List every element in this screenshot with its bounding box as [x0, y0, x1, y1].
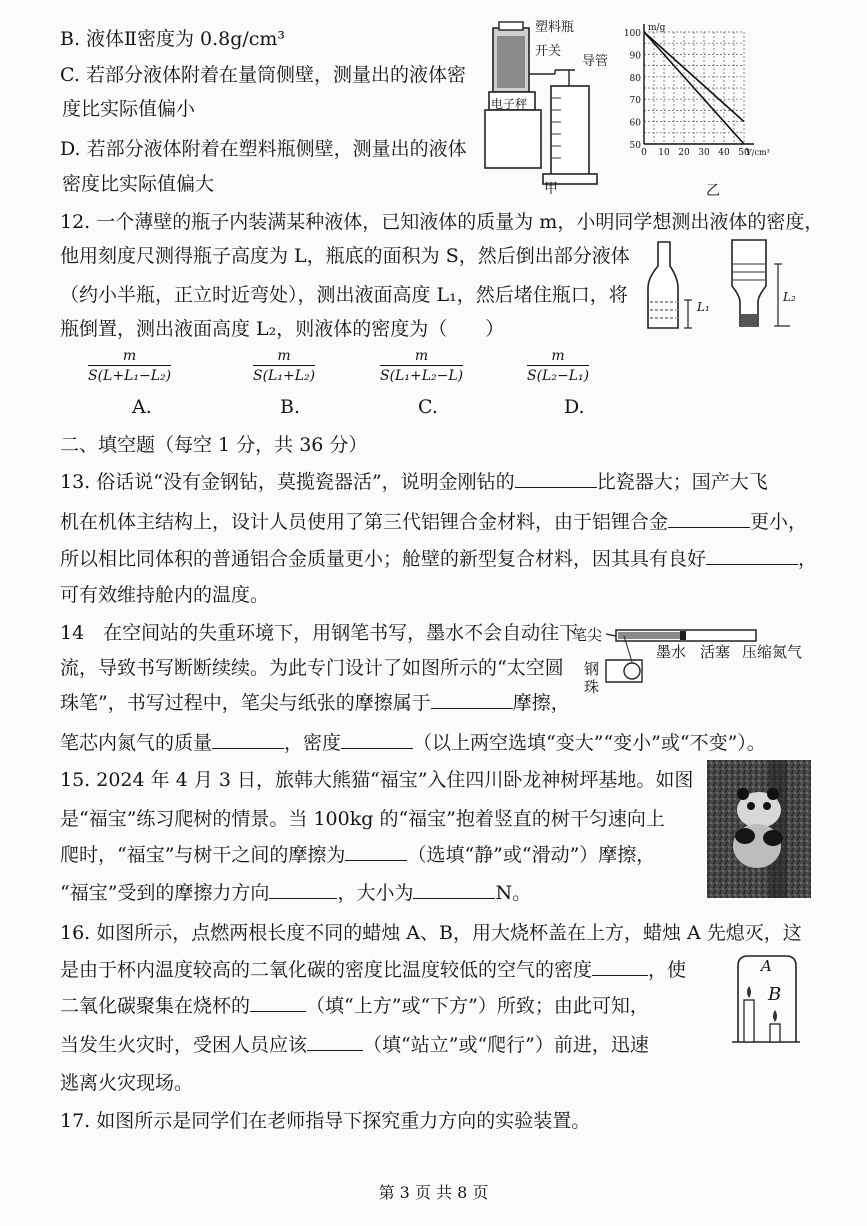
q14-blank-3[interactable]	[341, 730, 413, 749]
q11-option-d-line1: D. 若部分液体附着在塑料瓶侧壁，测量出的液体	[60, 138, 467, 160]
q16-line4	[60, 1032, 649, 1058]
bottle-figure	[640, 236, 820, 332]
q12-option-b-label: B.	[280, 396, 301, 418]
q11-option-c-line1: C. 若部分液体附着在量筒侧壁，测量出的液体密	[60, 64, 466, 86]
pen-label-steel: 钢	[584, 660, 600, 678]
page-number: 第 3 页 共 8 页	[378, 1183, 489, 1202]
x-tick-label: 0	[641, 148, 647, 158]
candle-label-b: B	[768, 984, 782, 1005]
y-tick-label: 50	[629, 141, 641, 151]
q15-line4	[60, 880, 531, 906]
fraction-denominator: S(L+L₁−L₂)	[88, 368, 172, 384]
x-tick-label: 50	[738, 148, 750, 158]
q16-text-6: 当发生火灾时，受困人员应该	[60, 1034, 308, 1056]
q13-line4: 可有效维持舱内的温度。	[60, 584, 270, 606]
q13-blank-2[interactable]	[668, 509, 750, 528]
candle-label-a: A	[761, 957, 772, 975]
q13-text-3: 机在机体主结构上，设计人员使用了第三代铝锂合金材料，由于铝锂合金	[60, 511, 669, 533]
y-tick-label: 90	[629, 51, 641, 62]
q12-line1: 12. 一个薄壁的瓶子内装满某种液体，已知液体的质量为 m，小明同学想测出液体的密度，	[60, 211, 824, 233]
q16-line5: 逃离火灾现场。	[60, 1072, 194, 1094]
q16-text-3: ，使	[648, 959, 687, 981]
q11-option-d-line2: 密度比实际值偏大	[62, 173, 215, 195]
fraction-numerator: m	[380, 348, 463, 366]
label-plastic-bottle: 塑料瓶	[535, 20, 575, 35]
q12-option-c-label: C.	[418, 396, 438, 418]
q12-line2: 他用刻度尺测得瓶子高度为 L，瓶底的面积为 S，然后倒出部分液体	[60, 245, 630, 267]
pen-label-ball: 珠	[584, 678, 600, 696]
q14-line3	[60, 690, 570, 716]
fraction-denominator: S(L₁+L₂−L)	[380, 368, 464, 384]
q15-blank-1[interactable]	[345, 842, 407, 861]
q14-line1: 14 在空间站的失重环境下，用钢笔书写，墨水不会自动往下	[60, 622, 579, 644]
y-tick-label: 100	[623, 29, 641, 39]
y-tick-label: 80	[629, 73, 641, 84]
q16-text-4: 二氧化碳聚集在烧杯的	[60, 995, 251, 1017]
q12-option-a-fraction	[88, 348, 171, 384]
q11-option-c-line2: 度比实际值偏小	[62, 98, 196, 120]
q15-text-7: N。	[495, 882, 532, 904]
fraction-numerator: m	[88, 348, 171, 366]
q15-line2: 是“福宝”练习爬树的情景。当 100kg 的“福宝”抱着竖直的树干匀速向上	[60, 808, 665, 830]
q13-line2	[60, 509, 807, 535]
fraction-denominator: S(L₂−L₁)	[527, 368, 590, 384]
caption-fig-right: 乙	[706, 183, 720, 199]
q16-line3	[60, 993, 649, 1019]
q14-text-6: ，密度	[284, 732, 342, 754]
section-2-title: 二、填空题（每空 1 分，共 36 分）	[60, 434, 368, 456]
q14-text-4: 摩擦，	[512, 692, 570, 714]
q13-line3	[60, 546, 817, 572]
pen-label-tip: 笔尖	[572, 626, 603, 644]
q16-blank-1[interactable]	[592, 957, 648, 976]
label-switch: 开关	[535, 44, 562, 59]
q12-option-c-fraction	[380, 348, 463, 384]
caption-fig-left: 甲	[544, 181, 558, 197]
q13-text-6: ，	[798, 548, 818, 570]
q15-line1: 15. 2024 年 4 月 3 日，旅韩大熊猫“福宝”入住四川卧龙神树坪基地。如图	[60, 769, 694, 791]
label-tube: 导管	[582, 54, 609, 69]
q12-option-d-label: D.	[564, 396, 585, 418]
q12-line3: （约小半瓶，正立时近弯处），测出液面高度 L₁，然后堵住瓶口，将	[60, 284, 628, 306]
q12-option-a-label: A.	[132, 396, 152, 418]
x-tick-label: 20	[678, 148, 690, 158]
q12-option-b-fraction	[253, 348, 315, 384]
q16-text-5: （填“上方”或“下方”）所致；由此可知，	[306, 995, 649, 1017]
q13-blank-1[interactable]	[515, 469, 597, 488]
fraction-denominator: S(L₁+L₂)	[253, 368, 316, 384]
q14-text-3: 珠笔”，书写过程中，笔尖与纸张的摩擦属于	[60, 692, 431, 714]
q16-line2	[60, 957, 686, 983]
x-tick-label: 40	[718, 148, 730, 158]
y-tick-label: 60	[629, 118, 641, 129]
q15-line3	[60, 842, 655, 868]
panda-photo	[707, 760, 811, 898]
fraction-numerator: m	[253, 348, 315, 366]
q17-line1: 17. 如图所示是同学们在老师指导下探究重力方向的实验装置。	[60, 1110, 591, 1132]
q14-text-7: （以上两空选填“变大”“变小”或“不变”）。	[413, 732, 766, 754]
x-tick-label: 30	[698, 148, 710, 158]
fraction-numerator: m	[527, 348, 589, 366]
q14-text-5: 笔芯内氮气的质量	[60, 732, 213, 754]
q14-line4	[60, 730, 766, 756]
pen-label-piston: 活塞	[700, 643, 731, 661]
y-axis-unit: m/g	[648, 23, 666, 33]
q12-option-d-fraction	[527, 348, 589, 384]
pen-label-nitrogen: 压缩氮气	[742, 643, 803, 661]
q13-text-2: 比瓷器大；国产大飞	[596, 471, 768, 493]
q14-blank-1[interactable]	[431, 690, 513, 709]
q13-text-4: 更小，	[750, 511, 808, 533]
q15-blank-2[interactable]	[269, 880, 337, 899]
q13-text-5: 所以相比同体积的普通铝合金质量更小；舱壁的新型复合材料，因其具有良好	[60, 548, 707, 570]
bottle-label-l2: L₂	[783, 290, 796, 304]
q14-blank-2[interactable]	[212, 730, 284, 749]
q15-text-4: （选填“静”或“滑动”）摩擦，	[407, 844, 656, 866]
q16-text-2: 是由于杯内温度较高的二氧化碳的密度比温度较低的空气的密度	[60, 959, 593, 981]
q16-text-7: （填“站立”或“爬行”）前进，迅速	[363, 1034, 649, 1056]
q15-text-3: 爬时，“福宝”与树干之间的摩擦为	[60, 844, 346, 866]
q16-line1: 16. 如图所示，点燃两根长度不同的蜡烛 A、B，用大烧杯盖在上方，蜡烛 A 先熄灭，这	[60, 922, 802, 944]
x-axis-unit: V/cm³	[746, 148, 770, 157]
q15-blank-3[interactable]	[413, 880, 495, 899]
x-tick-label: 10	[658, 148, 670, 158]
q11-option-b: B. 液体Ⅱ密度为 0.8g/cm³	[60, 28, 286, 50]
q12-line4: 瓶倒置，测出液面高度 L₂，则液体的密度为（ ）	[60, 318, 505, 340]
y-tick-label: 70	[629, 96, 641, 107]
q15-text-6: ，大小为	[337, 882, 414, 904]
q15-text-5: “福宝”受到的摩擦力方向	[60, 882, 270, 904]
q14-line2: 流，导致书写断断续续。为此专门设计了如图所示的“太空圆	[60, 657, 564, 679]
label-scale: 电子秤	[491, 97, 528, 111]
q16-blank-2[interactable]	[250, 993, 306, 1012]
pen-label-ink: 墨水	[656, 643, 687, 661]
q16-blank-3[interactable]	[307, 1032, 363, 1051]
m-v-graph	[620, 20, 770, 170]
bottle-label-l1: L₁	[697, 300, 710, 314]
q13-text-1: 13. 俗话说“没有金钢钻，莫揽瓷器活”，说明金刚钻的	[60, 471, 515, 493]
q13-blank-3[interactable]	[706, 546, 798, 565]
q13-line1	[60, 469, 768, 495]
